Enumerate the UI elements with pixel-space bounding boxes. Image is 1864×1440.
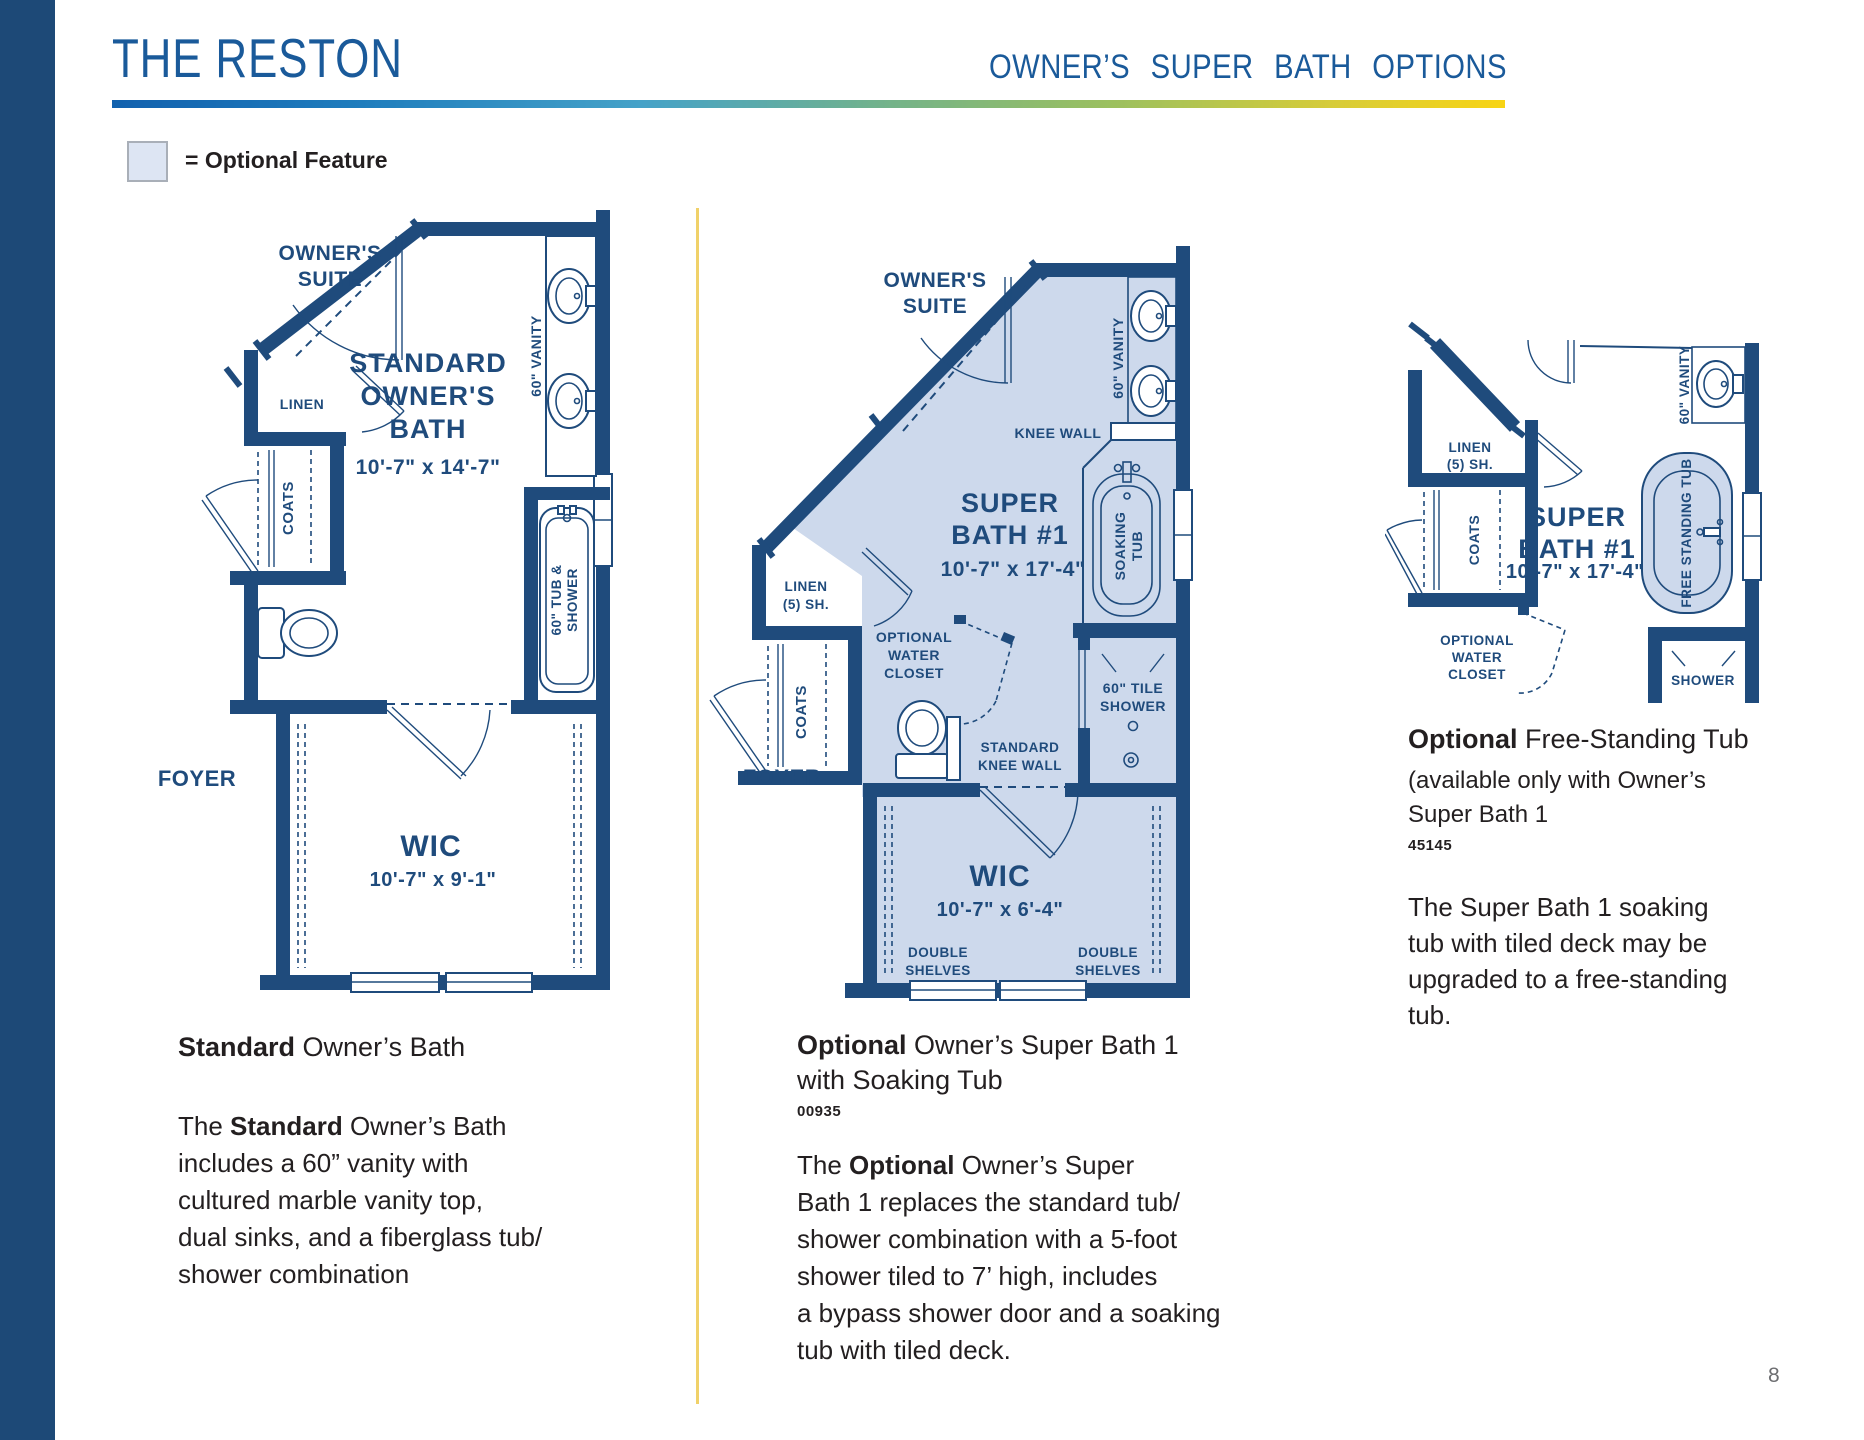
label-water-closet: CLOSET (1448, 667, 1506, 682)
caption-paragraph: The Super Bath 1 soaking tub with tiled deck may be upgraded to a free-standing tub. (1408, 892, 1728, 1030)
label-tile-shower: SHOWER (1100, 698, 1166, 714)
label-linen: (5) SH. (1446, 457, 1494, 472)
label-double-shelves: DOUBLE (1078, 945, 1138, 960)
label-vanity: 60" VANITY (528, 315, 544, 397)
caption-standard-bath (178, 1030, 542, 1293)
optional-water-closet-dashed (1518, 607, 1565, 693)
left-accent-bar (0, 0, 55, 1440)
label-vanity: 60" VANITY (1110, 317, 1126, 399)
label-owners-suite: SUITE (902, 295, 968, 318)
label-linen: (5) SH. (782, 597, 830, 612)
floorplan-super-bath-1 (698, 196, 1238, 1016)
door-arc (461, 710, 490, 776)
optional-feature-swatch (127, 141, 168, 182)
label-tile-shower: 60" TILE (1102, 680, 1164, 696)
floorplan-free-standing-tub (1385, 268, 1780, 738)
caption-heading: Standard Owner’s Bath (178, 1032, 466, 1062)
wall (596, 210, 610, 474)
label-double-shelves: SHELVES (905, 963, 971, 978)
caption-heading: Optional Free-Standing Tub (1408, 724, 1749, 754)
label-vanity: 60" VANITY (1677, 345, 1692, 425)
label-bath: SUPER (960, 488, 1060, 518)
label-double-shelves: DOUBLE (908, 945, 968, 960)
label-foyer: FOYER (742, 765, 822, 790)
label-knee-wall: KNEE WALL (1014, 425, 1102, 441)
caption-paragraph: The Optional Owner’s Super Bath 1 replaces the standard tub/ shower combination with a 5-foot shower tiled to 7’ high, includes a bypass shower door and a soaking tub with tiled deck. (797, 1150, 1221, 1365)
label-standard-knee-wall: KNEE WALL (978, 758, 1062, 773)
caption-paragraph: The Standard Owner’s Bath includes a 60” vanity with cultured marble vanity top, dual sinks, and a fiberglass tub/ shower combination (178, 1111, 543, 1289)
shower (1672, 651, 1735, 666)
label-water-closet: WATER (887, 647, 941, 663)
label-soaking-tub: TUB (1129, 530, 1145, 562)
standard-knee-wall (947, 717, 960, 780)
label-bath: BATH #1 (1518, 534, 1636, 564)
label-bath: BATH #1 (951, 520, 1069, 550)
label-bath-dims: 10'-7" x 17'-4" (940, 558, 1086, 581)
label-foyer: FOYER (157, 766, 237, 791)
label-shower: SHOWER (1671, 673, 1735, 688)
caption-free-standing-tub (1408, 722, 1749, 1033)
label-coats: COATS (1466, 514, 1482, 566)
label-standard-knee-wall: STANDARD (980, 740, 1060, 755)
caption-heading: Optional Owner’s Super Bath 1 with Soaking Tub (797, 1030, 1179, 1095)
page-number: 8 (1768, 1364, 1780, 1387)
door-arc (206, 480, 258, 496)
label-bath-dims: 10'-7" x 17'-4" (1505, 561, 1645, 583)
label-tub: 60" TUB & (549, 564, 564, 636)
toilet (258, 608, 337, 658)
caption-subtext: (available only with Owner’s Super Bath 1 (1408, 767, 1706, 828)
label-water-closet: OPTIONAL (875, 629, 953, 645)
label-double-shelves: SHELVES (1075, 963, 1141, 978)
label-water-closet: OPTIONAL (1440, 633, 1514, 648)
label-coats: COATS (793, 685, 810, 739)
floorplan-standard-owners-bath (146, 196, 636, 996)
label-wic: WIC (400, 830, 462, 863)
label-linen: LINEN (784, 579, 828, 594)
toilet (896, 701, 948, 778)
label-owners-suite: OWNER'S (883, 269, 987, 292)
label-owners-suite: SUITE (297, 268, 363, 291)
label-tub: SHOWER (565, 568, 580, 632)
label-owners-suite: OWNER'S (278, 242, 382, 265)
caption-super-bath-1 (797, 1028, 1221, 1369)
vanity-double-sink (546, 236, 596, 476)
label-bath: BATH (389, 414, 467, 444)
optional-feature-label: = Optional Feature (185, 147, 388, 173)
label-bath: STANDARD (349, 348, 507, 378)
label-wic-dims: 10'-7" x 6'-4" (936, 899, 1064, 921)
label-free-standing-tub: FREE STANDING TUB (1679, 458, 1694, 608)
option-code: 45145 (1408, 837, 1453, 854)
label-linen: LINEN (1448, 440, 1492, 455)
angled-wall (1435, 343, 1515, 427)
label-bath: SUPER (1527, 502, 1627, 532)
vanity-single-sink (1692, 347, 1745, 423)
label-linen: LINEN (279, 396, 325, 412)
label-wic-dims: 10'-7" x 9'-1" (369, 869, 497, 891)
page-subtitle: OWNER’S SUPER BATH OPTIONS (989, 48, 1507, 86)
door-arc (1528, 340, 1571, 383)
knee-wall (1111, 423, 1176, 440)
option-code: 00935 (797, 1103, 842, 1120)
label-bath: OWNER'S (360, 381, 496, 411)
gradient-rule (112, 100, 1505, 108)
label-water-closet: WATER (1451, 650, 1503, 665)
page-title: THE RESTON (112, 27, 403, 89)
label-wic: WIC (969, 860, 1031, 893)
label-coats: COATS (280, 481, 297, 535)
label-bath-dims: 10'-7" x 14'-7" (355, 456, 501, 479)
label-soaking-tub: SOAKING (1112, 511, 1128, 581)
label-water-closet: CLOSET (884, 665, 944, 681)
